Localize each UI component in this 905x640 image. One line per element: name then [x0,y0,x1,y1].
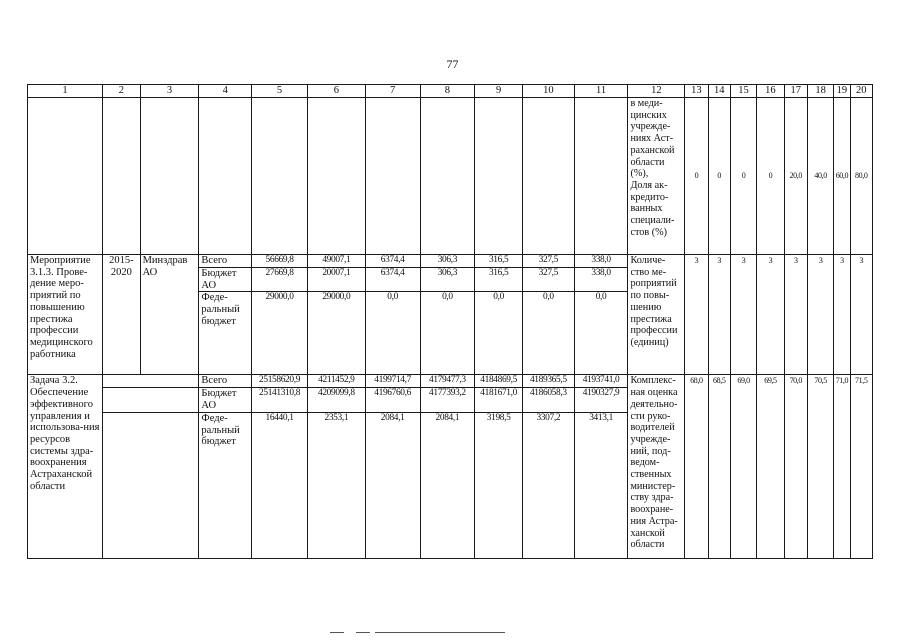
indicator-value: 3 [784,255,807,375]
amount-cell: 338,0 [574,255,628,268]
program-table [27,84,873,559]
column-number: 20 [850,85,872,98]
measure-period: 2015- 2020 [103,255,141,375]
column-number: 14 [708,85,730,98]
cont-value: 0 [730,98,756,255]
cont-cell-8 [420,98,475,255]
column-number: 13 [685,85,708,98]
amount-cell: 4184869,5 [475,375,523,388]
funding-source: Феде-ральный бюджет [199,292,252,375]
column-number: 17 [784,85,807,98]
cont-cell-10 [522,98,574,255]
amount-cell: 2084,1 [420,412,475,558]
funding-source: Феде-ральный бюджет [199,412,252,558]
amount-cell: 4190327,9 [574,388,628,412]
task-blank-cell [103,412,199,558]
indicator-value: 70,5 [807,375,833,558]
amount-cell: 27669,8 [252,268,308,292]
column-number: 3 [140,85,199,98]
indicator-value: 3 [730,255,756,375]
task-blank-cell [103,388,199,412]
column-number: 11 [574,85,628,98]
column-number: 5 [252,85,308,98]
amount-cell: 25141310,8 [252,388,308,412]
column-number: 1 [28,85,103,98]
indicator-value: 69,5 [757,375,784,558]
amount-cell: 4177393,2 [420,388,475,412]
indicator-value: 70,0 [784,375,807,558]
amount-cell: 4211452,9 [307,375,365,388]
funding-source: Бюджет АО [199,388,252,412]
measure-executor: Минздрав АО [140,255,199,375]
amount-cell: 20007,1 [307,268,365,292]
amount-cell: 4209099,8 [307,388,365,412]
amount-cell: 306,3 [420,255,475,268]
task-indicator: Комплекс- ная оценка деятельно- сти руко- водителей учрежде- ний, под- ведом- ственных министер- ству здра- воохране- ния Астра- ханской области [628,375,685,558]
amount-cell: 327,5 [522,268,574,292]
amount-cell: 4179477,3 [420,375,475,388]
indicator-value: 69,0 [730,375,756,558]
funding-source: Бюджет АО [199,268,252,292]
funding-source: Всего [199,375,252,388]
column-number: 4 [199,85,252,98]
indicator-value: 3 [708,255,730,375]
indicator-value: 3 [850,255,872,375]
indicator-value: 71,0 [834,375,850,558]
cont-value: 20,0 [784,98,807,255]
amount-cell: 29000,0 [252,292,308,375]
continuation-row [28,98,873,255]
amount-cell: 56669,8 [252,255,308,268]
cont-value: 0 [708,98,730,255]
column-number: 7 [365,85,420,98]
cont-value: 0 [757,98,784,255]
column-number: 2 [103,85,141,98]
amount-cell: 4186058,3 [522,388,574,412]
amount-cell: 0,0 [522,292,574,375]
page-number: 77 [446,57,459,71]
cont-cell-9 [475,98,523,255]
amount-cell: 316,5 [475,268,523,292]
amount-cell: 316,5 [475,255,523,268]
indicator-value: 68,0 [685,375,708,558]
indicator-value: 71,5 [850,375,872,558]
amount-cell: 306,3 [420,268,475,292]
cont-cell-2 [103,98,141,255]
amount-cell: 0,0 [475,292,523,375]
funding-source: Всего [199,255,252,268]
amount-cell: 29000,0 [307,292,365,375]
amount-cell: 25158620,9 [252,375,308,388]
indicator-value: 3 [685,255,708,375]
cont-cell-11 [574,98,628,255]
column-number: 19 [834,85,850,98]
cont-cell-3 [140,98,199,255]
amount-cell: 4199714,7 [365,375,420,388]
column-number: 18 [807,85,833,98]
cont-cell-4 [199,98,252,255]
measure-name: Мероприятие 3.1.3. Прове-дение меро-приятий по повышению престижа профессии медицинского работника [28,255,103,375]
amount-cell: 6374,4 [365,255,420,268]
cont-cell-5 [252,98,308,255]
amount-cell: 4181671,0 [475,388,523,412]
cont-value: 0 [685,98,708,255]
column-number: 6 [307,85,365,98]
amount-cell: 6374,4 [365,268,420,292]
column-number: 9 [475,85,523,98]
column-number-row [28,85,873,98]
column-number: 16 [757,85,784,98]
cont-value: 80,0 [850,98,872,255]
indicator-value: 68,5 [708,375,730,558]
cont-cell-7 [365,98,420,255]
amount-cell: 4193741,0 [574,375,628,388]
task-name: Задача 3.2. Обеспечение эффективного управления и использова-ния ресурсов системы здра-воохранения Астраханской области [28,375,103,558]
amount-cell: 0,0 [574,292,628,375]
column-number: 15 [730,85,756,98]
cont-cell-6 [307,98,365,255]
amount-cell: 327,5 [522,255,574,268]
measure-indicator: Количе- ство ме- роприятий по повы- шению престижа профессии (единиц) [628,255,685,375]
column-number: 12 [628,85,685,98]
continuation-indicator: в меди- цинских учрежде- ниях Аст- раханской области (%), Доля ак- кредито- ванных специали- стов (%) [628,98,685,255]
task-blank-cell [103,375,199,388]
indicator-value: 3 [757,255,784,375]
column-number: 10 [522,85,574,98]
task-row-total [28,375,873,388]
amount-cell: 2084,1 [365,412,420,558]
cont-cell-1 [28,98,103,255]
amount-cell: 16440,1 [252,412,308,558]
column-number: 8 [420,85,475,98]
amount-cell: 0,0 [420,292,475,375]
measure-row-total [28,255,873,268]
amount-cell: 3198,5 [475,412,523,558]
cont-value: 40,0 [807,98,833,255]
footer-scan-marks [330,632,510,634]
amount-cell: 3413,1 [574,412,628,558]
amount-cell: 0,0 [365,292,420,375]
indicator-value: 3 [807,255,833,375]
amount-cell: 338,0 [574,268,628,292]
amount-cell: 49007,1 [307,255,365,268]
amount-cell: 4196760,6 [365,388,420,412]
amount-cell: 2353,1 [307,412,365,558]
indicator-value: 3 [834,255,850,375]
cont-value: 60,0 [834,98,850,255]
amount-cell: 4189365,5 [522,375,574,388]
amount-cell: 3307,2 [522,412,574,558]
